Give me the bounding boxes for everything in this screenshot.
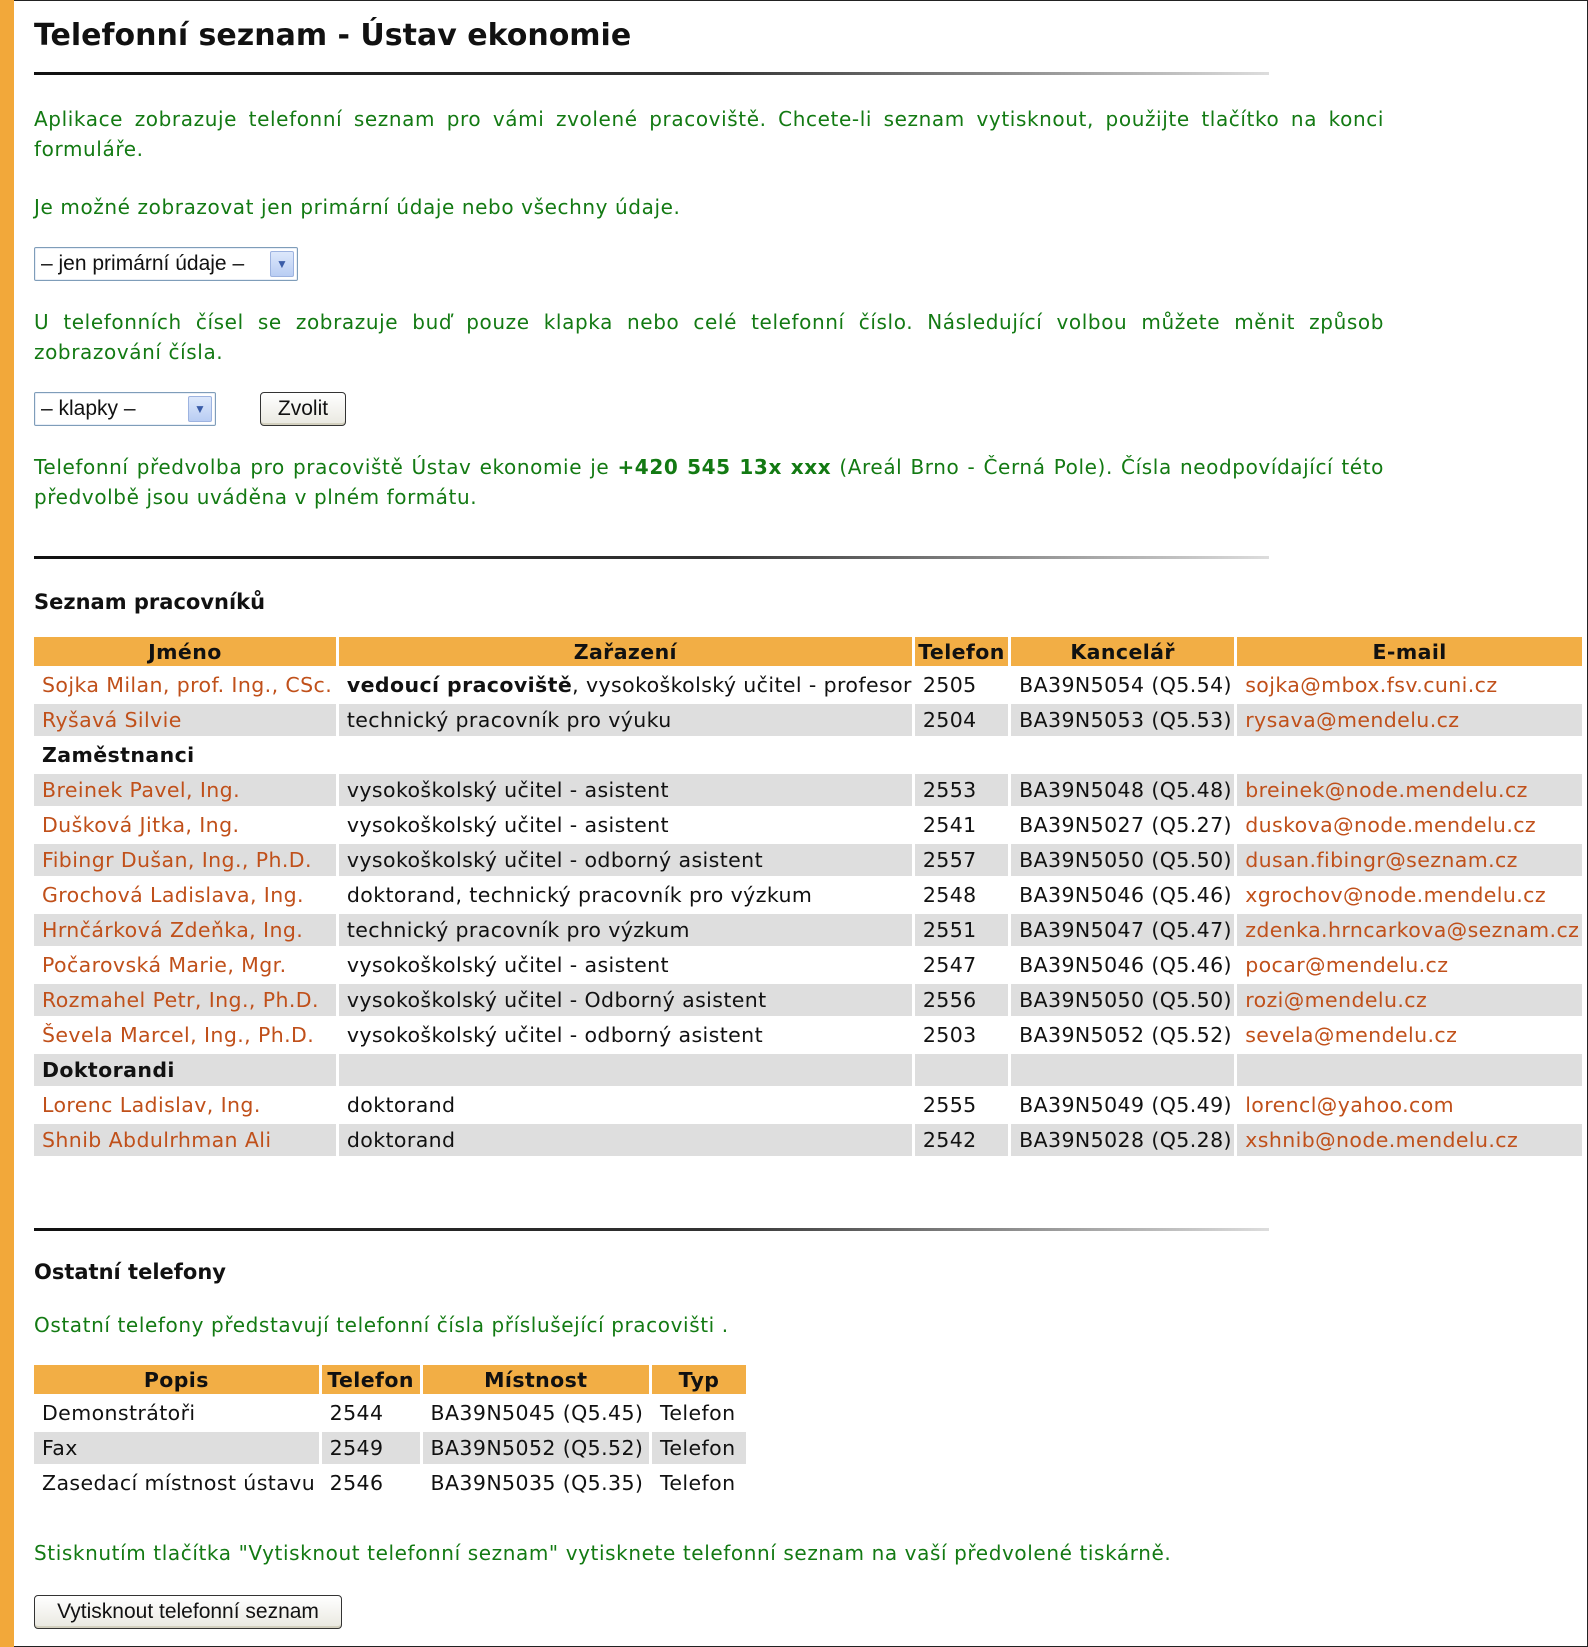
phone-room: BA39N5052 (Q5.52) — [423, 1432, 649, 1464]
phone-room: BA39N5045 (Q5.45) — [430, 1401, 644, 1425]
prefix-paragraph — [34, 452, 1384, 512]
staff-phone: 2547 — [922, 953, 977, 977]
phone-format-select-value: – klapky – — [41, 397, 136, 420]
phone-description: Demonstrátoři — [42, 1401, 196, 1425]
table-row — [34, 1019, 1582, 1051]
staff-role: technický pracovník pro výzkum — [339, 914, 912, 946]
phone-type: Telefon — [659, 1401, 736, 1425]
staff-name-link[interactable]: Fibingr Dušan, Ing., Ph.D. — [34, 844, 336, 876]
choose-button[interactable]: Zvolit — [260, 392, 346, 426]
staff-role: vysokoškolský učitel - odborný asistent — [339, 844, 912, 876]
left-accent-bar — [0, 0, 14, 1647]
table-header-row — [34, 1365, 746, 1394]
table-row — [34, 914, 1582, 946]
staff-office: BA39N5049 (Q5.49) — [1019, 1093, 1232, 1117]
staff-office: BA39N5050 (Q5.50) — [1011, 984, 1234, 1016]
chevron-down-icon[interactable]: ▼ — [188, 396, 212, 422]
page-title: Telefonní seznam - Ústav ekonomie — [34, 18, 632, 53]
table-row — [34, 1397, 746, 1429]
staff-role: vysokoškolský učitel - odborný asistent — [346, 1023, 764, 1047]
staff-office: BA39N5048 (Q5.48) — [1011, 774, 1234, 806]
staff-office: BA39N5028 (Q5.28) — [1011, 1124, 1234, 1156]
staff-phone: 2503 — [922, 1023, 977, 1047]
staff-office: BA39N5047 (Q5.47) — [1011, 914, 1234, 946]
phone-number: 2549 — [322, 1432, 420, 1464]
staff-name-link[interactable]: Dušková Jitka, Ing. — [42, 813, 240, 837]
column-header-name[interactable]: Jméno — [34, 637, 336, 666]
staff-phone: 2553 — [915, 774, 1008, 806]
phone-description: Zasedací místnost ústavu — [42, 1471, 316, 1495]
staff-office: BA39N5053 (Q5.53) — [1011, 704, 1234, 736]
data-mode-select[interactable] — [34, 247, 298, 281]
staff-email-link[interactable]: pocar@mendelu.cz — [1245, 953, 1449, 977]
group-label: Zaměstnanci — [42, 743, 195, 767]
column-header-room[interactable]: Místnost — [423, 1365, 649, 1394]
table-row — [34, 1089, 1582, 1121]
staff-email-link[interactable]: xgrochov@node.mendelu.cz — [1245, 883, 1547, 907]
column-header-type[interactable]: Typ — [652, 1365, 746, 1394]
staff-office: BA39N5046 (Q5.46) — [1019, 953, 1232, 977]
staff-phone: 2548 — [922, 883, 977, 907]
table-row — [34, 949, 1582, 981]
table-row — [34, 879, 1582, 911]
phone-type: Telefon — [659, 1471, 736, 1495]
phone-description: Fax — [34, 1432, 319, 1464]
staff-office: BA39N5027 (Q5.27) — [1019, 813, 1232, 837]
staff-phone: 2555 — [922, 1093, 977, 1117]
staff-office: BA39N5052 (Q5.52) — [1019, 1023, 1232, 1047]
staff-name-link[interactable]: Počarovská Marie, Mgr. — [42, 953, 287, 977]
staff-role: vysokoškolský učitel - asistent — [346, 813, 669, 837]
staff-role-rest: , vysokoškolský učitel - profesor — [572, 673, 912, 697]
staff-name-link[interactable]: Sojka Milan, prof. Ing., CSc. — [42, 673, 333, 697]
table-row — [34, 1124, 1582, 1156]
staff-table — [31, 634, 1585, 1159]
table-row — [34, 844, 1582, 876]
other-phones-heading: Ostatní telefony — [34, 1260, 226, 1284]
staff-office: BA39N5046 (Q5.46) — [1019, 883, 1232, 907]
phone-number: 2546 — [329, 1471, 384, 1495]
data-mode-select-value: – jen primární údaje – — [41, 252, 245, 275]
column-header-office[interactable]: Kancelář — [1011, 637, 1234, 666]
staff-office: BA39N5050 (Q5.50) — [1011, 844, 1234, 876]
column-header-email[interactable]: E-mail — [1237, 637, 1582, 666]
staff-email-link[interactable]: sevela@mendelu.cz — [1245, 1023, 1458, 1047]
staff-name-link[interactable]: Hrnčárková Zdeňka, Ing. — [34, 914, 336, 946]
staff-name-link[interactable]: Ševela Marcel, Ing., Ph.D. — [42, 1023, 315, 1047]
display-mode-text: Je možné zobrazovat jen primární údaje nebo všechny údaje. — [34, 195, 681, 219]
staff-name-link[interactable]: Breinek Pavel, Ing. — [34, 774, 336, 806]
staff-role: vysokoškolský učitel - Odborný asistent — [339, 984, 912, 1016]
group-label: Doktorandi — [34, 1054, 336, 1086]
chevron-down-icon[interactable]: ▼ — [270, 251, 294, 277]
staff-role-bold: vedoucí pracoviště — [346, 673, 573, 697]
phone-format-text: U telefonních čísel se zobrazuje buď pouze klapka nebo celé telefonní číslo. Následující volbou můžete měnit způsob zobrazování čísla. — [34, 310, 1384, 364]
staff-role: doktorand — [346, 1093, 456, 1117]
staff-phone: 2541 — [922, 813, 977, 837]
staff-name-link[interactable]: Ryšavá Silvie — [34, 704, 336, 736]
table-row — [34, 669, 1582, 701]
divider — [34, 1228, 1269, 1231]
table-row — [34, 1432, 746, 1464]
staff-email-link[interactable]: lorencl@yahoo.com — [1245, 1093, 1455, 1117]
prefix-text-b: (Areál Brno - Černá Pole). Čísla neodpovídající této předvolbě jsou uváděna v plném formátu. — [34, 455, 1384, 509]
staff-role: doktorand — [339, 1124, 912, 1156]
staff-role — [339, 669, 912, 701]
staff-email-link[interactable]: zdenka.hrncarkova@seznam.cz — [1237, 914, 1582, 946]
staff-role: vysokoškolský učitel - asistent — [346, 953, 669, 977]
staff-office: BA39N5054 (Q5.54) — [1019, 673, 1232, 697]
table-row — [34, 774, 1582, 806]
staff-email-link[interactable]: duskova@node.mendelu.cz — [1245, 813, 1537, 837]
column-header-description[interactable]: Popis — [34, 1365, 319, 1394]
other-phones-table — [31, 1362, 749, 1502]
staff-email-link[interactable]: breinek@node.mendelu.cz — [1237, 774, 1582, 806]
staff-email-link[interactable]: rysava@mendelu.cz — [1237, 704, 1582, 736]
staff-phone: 2504 — [915, 704, 1008, 736]
table-row — [34, 984, 1582, 1016]
staff-phone: 2556 — [915, 984, 1008, 1016]
staff-name-link[interactable]: Lorenc Ladislav, Ing. — [42, 1093, 261, 1117]
staff-email-link[interactable]: sojka@mbox.fsv.cuni.cz — [1245, 673, 1498, 697]
staff-heading: Seznam pracovníků — [34, 590, 266, 614]
staff-phone: 2505 — [922, 673, 977, 697]
staff-name-link[interactable]: Rozmahel Petr, Ing., Ph.D. — [34, 984, 336, 1016]
table-row — [34, 809, 1582, 841]
column-header-phone[interactable]: Telefon — [915, 637, 1008, 666]
divider — [34, 72, 1269, 75]
group-row-phd — [34, 1054, 1582, 1086]
prefix-number: +420 545 13x xxx — [617, 455, 832, 479]
staff-email-link[interactable]: xshnib@node.mendelu.cz — [1237, 1124, 1582, 1156]
print-note: Stisknutím tlačítka "Vytisknout telefonní seznam" vytisknete telefonní seznam na vaší předvolené tiskárně. — [34, 1541, 1172, 1565]
other-phones-intro: Ostatní telefony představují telefonní čísla příslušející pracovišti . — [34, 1313, 729, 1337]
group-row-employees — [34, 739, 1582, 771]
staff-role: technický pracovník pro výuku — [339, 704, 912, 736]
print-button[interactable]: Vytisknout telefonní seznam — [34, 1595, 342, 1629]
phone-type: Telefon — [652, 1432, 746, 1464]
column-header-role[interactable]: Zařazení — [339, 637, 912, 666]
staff-phone: 2551 — [915, 914, 1008, 946]
staff-email-link[interactable]: rozi@mendelu.cz — [1237, 984, 1582, 1016]
divider — [34, 556, 1269, 559]
phone-format-select[interactable] — [34, 392, 216, 426]
staff-phone: 2557 — [915, 844, 1008, 876]
phone-number: 2544 — [329, 1401, 384, 1425]
intro-paragraph: Aplikace zobrazuje telefonní seznam pro vámi zvolené pracoviště. Chcete-li seznam vytisknout, použijte tlačítko na konci formuláře. — [34, 107, 1384, 161]
column-header-phone[interactable]: Telefon — [322, 1365, 420, 1394]
table-row — [34, 1467, 746, 1499]
staff-name-link[interactable]: Grochová Ladislava, Ing. — [42, 883, 304, 907]
staff-role: doktorand, technický pracovník pro výzkum — [346, 883, 813, 907]
staff-phone: 2542 — [915, 1124, 1008, 1156]
staff-name-link[interactable]: Shnib Abdulrhman Ali — [34, 1124, 336, 1156]
phone-room: BA39N5035 (Q5.35) — [430, 1471, 644, 1495]
prefix-text-a: Telefonní předvolba pro pracoviště Ústav ekonomie je — [34, 455, 618, 479]
table-row — [34, 704, 1582, 736]
table-header-row — [34, 637, 1582, 666]
staff-email-link[interactable]: dusan.fibingr@seznam.cz — [1237, 844, 1582, 876]
staff-role: vysokoškolský učitel - asistent — [339, 774, 912, 806]
